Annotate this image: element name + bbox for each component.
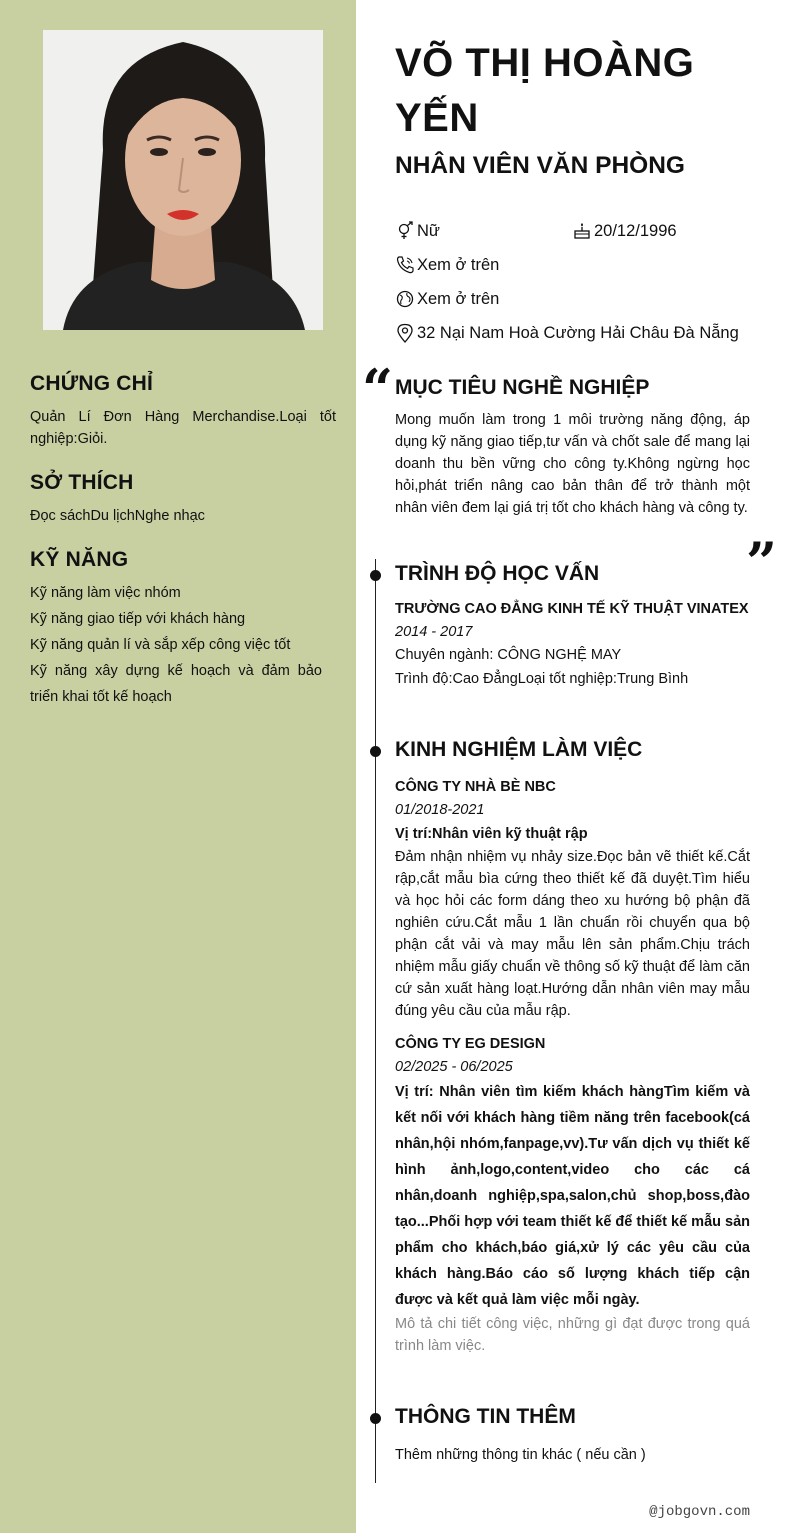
- job-position: Vị trí:Nhân viên kỹ thuật rập: [395, 826, 588, 842]
- job-entry: [395, 1032, 750, 1357]
- certificates-text: Quản Lí Đơn Hàng Merchandise.Loại tốt nghiệp:Giỏi.: [30, 409, 336, 447]
- experience-section: [395, 738, 750, 1357]
- timeline-dot: [370, 746, 381, 757]
- hobbies-heading: SỞ THÍCH: [30, 471, 134, 494]
- gender-value: Nữ: [417, 221, 440, 240]
- job-description: Đảm nhận nhiệm vụ nhảy size.Đọc bản vẽ thiết kế.Cắt rập,cắt mẫu bìa cứng theo thiết kế đã duyệt.Tìm hiểu và học hỏi các form dáng theo xu hướng bộ phận đã nghiên cứu.Cắt mẫu 1 lần chuẩn rồi chuyển qua bộ phận cắt vải và may mẫu lên sản phẩm.Chịu trách nhiệm mẫu giấy chuẩn về thông số kỹ thuật để làm căn cứ sản xuất hàng loạt.Hướng dẫn nhân viên may mẫu đúng yêu cầu của mẫu rập.: [395, 849, 750, 1019]
- objective-section: [395, 376, 750, 519]
- phone-info: [395, 255, 499, 275]
- job-entry: [395, 775, 750, 1022]
- education-heading: TRÌNH ĐỘ HỌC VẤN: [395, 562, 600, 585]
- timeline-dot: [370, 1413, 381, 1424]
- objective-text: Mong muốn làm trong 1 môi trường năng động, áp dụng kỹ năng giao tiếp,tư vấn và chốt sale để mang lại doanh thu bền vững cho công ty.Không ngừng học hỏi,phát triển nâng cao bản thân để trở thành một nhân viên đem lại giá trị tốt cho khách hàng và công ty.: [395, 412, 750, 516]
- job-title: NHÂN VIÊN VĂN PHÒNG: [395, 152, 685, 179]
- skill-item: Kỹ năng làm việc nhóm: [30, 585, 181, 601]
- skills-heading: KỸ NĂNG: [30, 548, 129, 571]
- job-description: Mô tả chi tiết công việc, những gì đạt được trong quá trình làm việc.: [395, 1316, 750, 1354]
- birthday-value: 20/12/1996: [594, 221, 677, 240]
- extra-info-text: Thêm những thông tin khác ( nếu cần ): [395, 1447, 646, 1463]
- hobbies-section: [30, 471, 336, 527]
- extra-info-heading: THÔNG TIN THÊM: [395, 1405, 576, 1428]
- job-period: 01/2018-2021: [395, 802, 485, 818]
- address-value: 32 Nại Nam Hoà Cường Hải Châu Đà Nẵng: [417, 323, 739, 342]
- globe-icon: [395, 289, 415, 309]
- profile-photo: [43, 30, 323, 330]
- gender-icon: [395, 221, 415, 241]
- footer-watermark: @jobgovn.com: [649, 1504, 750, 1520]
- birthday-cake-icon: [572, 221, 592, 241]
- skill-item: Kỹ năng xây dựng kế hoạch và đảm bảo triển khai tốt kế hoạch: [30, 663, 322, 705]
- school-name: TRƯỜNG CAO ĐẲNG KINH TẾ KỸ THUẬT VINATEX: [395, 601, 749, 617]
- skill-item: Kỹ năng quản lí và sắp xếp công việc tốt: [30, 637, 291, 653]
- website-info: [395, 289, 499, 309]
- hobbies-text: Đọc sáchDu lịchNghe nhạc: [30, 508, 205, 524]
- gender-info: [395, 221, 440, 241]
- experience-heading: KINH NGHIỆM LÀM VIỆC: [395, 738, 643, 761]
- education-major: Chuyên ngành: CÔNG NGHỆ MAY: [395, 647, 622, 663]
- address-info: [395, 322, 739, 344]
- education-level: Trình độ:Cao ĐẳngLoại tốt nghiệp:Trung Bình: [395, 671, 689, 687]
- close-quote-icon: ”: [746, 530, 778, 594]
- birthday-info: [572, 221, 677, 241]
- phone-value: Xem ở trên: [417, 255, 500, 274]
- objective-heading: MỤC TIÊU NGHỀ NGHIỆP: [395, 376, 650, 399]
- timeline-line: [375, 559, 376, 1483]
- website-value: Xem ở trên: [417, 289, 500, 308]
- certificates-heading: CHỨNG CHỈ: [30, 372, 154, 395]
- job-company: CÔNG TY EG DESIGN: [395, 1036, 546, 1052]
- timeline-dot: [370, 570, 381, 581]
- certificates-section: [30, 372, 336, 450]
- job-position: Vị trí: Nhân viên tìm kiếm khách hàngTìm kiếm và kết nối với khách hàng tiềm năng trên facebook(cá nhân,hội nhóm,fanpage,vv).Tư vấn dịch vụ thiết kế hình ảnh,logo,content,video cho các cá nhân,doanh nghiệp,spa,salon,chủ shop,boss,đào tạo...Phối hợp với team thiết kế để thiết kế mẫu sản phẩm cho khách,báo giá,xử lý các yêu cầu của khách hàng.Báo cáo số lượng khách tiếp cận được và kết quả làm việc mỗi ngày.: [395, 1084, 751, 1308]
- skills-section: [30, 548, 322, 710]
- skill-item: Kỹ năng giao tiếp với khách hàng: [30, 611, 246, 627]
- job-period: 02/2025 - 06/2025: [395, 1059, 513, 1075]
- candidate-name: VÕ THỊ HOÀNG YẾN: [395, 41, 695, 140]
- open-quote-icon: “: [362, 357, 394, 421]
- extra-info-section: [395, 1405, 750, 1467]
- job-company: CÔNG TY NHÀ BÈ NBC: [395, 779, 556, 795]
- location-pin-icon: [395, 322, 415, 344]
- phone-icon: [395, 255, 415, 275]
- education-period: 2014 - 2017: [395, 624, 473, 640]
- education-section: [395, 562, 750, 691]
